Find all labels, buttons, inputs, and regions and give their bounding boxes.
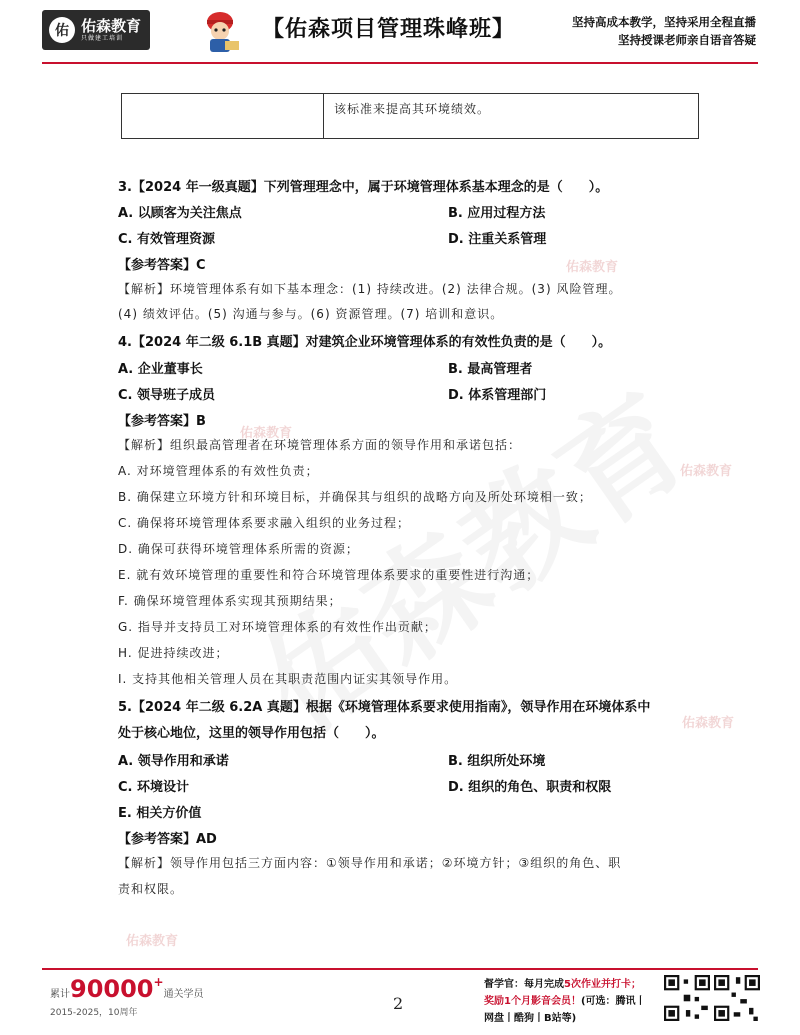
watermark-logo: 佑森教育 (240, 426, 293, 441)
mascot-icon (195, 8, 245, 54)
watermark-logo: 佑森教育 (682, 716, 735, 731)
question-stem: 4.【2024 年二级 6.1B 真题】对建筑企业环境管理体系的有效性负责的是（ ）。 (118, 335, 612, 350)
option-b: B. 应用过程方法 (448, 206, 546, 221)
student-count-badge (50, 975, 204, 1018)
slogan-line-2: 坚持授课老师亲自语音答疑 (618, 33, 756, 47)
promo-text: 督学官：每月完成5次作业并打卡； 奖励1个月影音会员！(可选：腾讯丨 网盘丨酷狗丨B站等) (484, 979, 646, 1024)
watermark-logo: 佑森教育 (126, 934, 179, 949)
page-number: 2 (393, 994, 404, 1013)
explanation-line: A. 对环境管理体系的有效性负责； (118, 464, 319, 478)
table-column-divider (323, 94, 324, 138)
explanation-line: I. 支持其他相关管理人员在其职责范围内证实其领导作用。 (118, 672, 458, 686)
explanation-line: D. 确保可获得环境管理体系所需的资源； (118, 542, 359, 556)
explanation-line: E. 就有效环境管理的重要性和符合环境管理体系要求的重要性进行沟通； (118, 568, 540, 582)
count-plus: + (153, 975, 164, 989)
explanation-line: 【解析】组织最高管理者在环境管理体系方面的领导作用和承诺包括： (118, 438, 522, 452)
qr-code-icon[interactable] (714, 975, 760, 1021)
brand-mark-icon: 佑 (49, 17, 75, 43)
option-c: C. 环境设计 (118, 780, 190, 795)
option-a: A. 以顾客为关注焦点 (118, 206, 242, 221)
option-a: A. 领导作用和承诺 (118, 754, 229, 769)
explanation-line: G. 指导并支持员工对环境管理体系的有效性作出贡献； (118, 620, 437, 634)
option-d: D. 注重关系管理 (448, 232, 547, 247)
explanation-line: 责和权限。 (118, 882, 184, 896)
watermark-logo: 佑森教育 (566, 260, 619, 275)
brand-logo (42, 10, 150, 50)
student-count: 90000 (70, 975, 154, 1003)
page-header (0, 0, 800, 64)
reference-answer: 【参考答案】C (118, 258, 206, 273)
option-a: A. 企业董事长 (118, 362, 203, 377)
header-divider (42, 62, 758, 64)
explanation-line: H. 促进持续改进； (118, 646, 229, 660)
explanation-line: 【解析】环境管理体系有如下基本理念：(1) 持续改进。(2) 法律合规。(3) 风险管理。 (118, 282, 622, 296)
question-stem: 5.【2024 年二级 6.2A 真题】根据《环境管理体系要求使用指南》，领导作用在环境体系中 (118, 700, 651, 715)
option-d: D. 体系管理部门 (448, 388, 547, 403)
option-e: E. 相关方价值 (118, 806, 202, 821)
option-d: D. 组织的角色、职责和权限 (448, 780, 612, 795)
page-title: 【佑森项目管理珠峰班】 (262, 17, 516, 42)
slogan-line-1: 坚持高成本教学，坚持采用全程直播 (572, 15, 756, 29)
option-b: B. 组织所处环境 (448, 754, 546, 769)
count-prefix: 累计 (50, 989, 70, 1000)
reference-answer: 【参考答案】AD (118, 832, 217, 847)
header-slogan (572, 13, 756, 49)
watermark-logo: 佑森教育 (680, 464, 733, 479)
qr-code-icon[interactable] (664, 975, 710, 1021)
explanation-line: B. 确保建立环境方针和环境目标，并确保其与组织的战略方向及所处环境相一致； (118, 490, 592, 504)
explanation-line: C. 确保将环境管理体系要求融入组织的业务过程； (118, 516, 411, 530)
anniversary-years: 2015-2025，10周年 (50, 1008, 138, 1018)
option-c: C. 领导班子成员 (118, 388, 216, 403)
table-cell: 该标准来提高其环境绩效。 (334, 102, 491, 116)
table-fragment (121, 93, 699, 139)
logo-sub-text: 只做建工培训 (81, 35, 124, 42)
option-b: B. 最高管理者 (448, 362, 533, 377)
footer-divider (42, 968, 758, 970)
option-c: C. 有效管理资源 (118, 232, 216, 247)
explanation-line: F. 确保环境管理体系实现其预期结果； (118, 594, 342, 608)
logo-main-text: 佑森教育 (81, 17, 142, 35)
explanation-line: (4) 绩效评估。(5) 沟通与参与。(6) 资源管理。(7) 培训和意识。 (118, 307, 504, 321)
question-stem: 3.【2024 年一级真题】下列管理理念中，属于环境管理体系基本理念的是（ ）。 (118, 180, 609, 195)
explanation-line: 【解析】领导作用包括三方面内容：①领导作用和承诺；②环境方针；③组织的角色、职 (118, 856, 622, 870)
count-suffix: 通关学员 (163, 989, 204, 1000)
reference-answer: 【参考答案】B (118, 414, 206, 429)
question-stem-continued: 处于核心地位，这里的领导作用包括（ ）。 (118, 726, 385, 741)
